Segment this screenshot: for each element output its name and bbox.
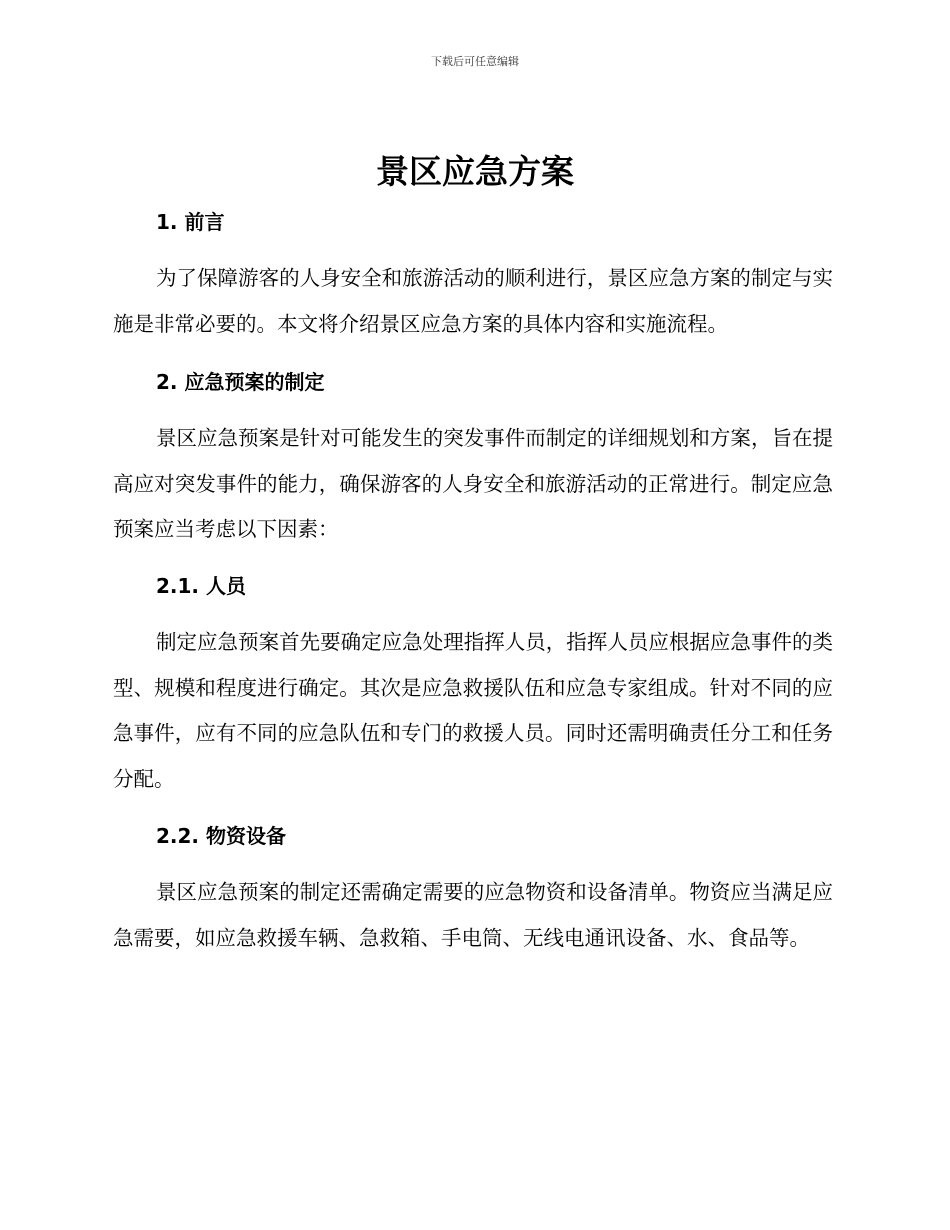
section-heading-preface: 1. 前言 bbox=[156, 210, 225, 234]
document-title: 景区应急方案 bbox=[376, 152, 574, 191]
section-heading-plan-formulation: 2. 应急预案的制定 bbox=[156, 370, 325, 394]
section-paragraph-materials-equipment: 景区应急预案的制定还需确定需要的应急物资和设备清单。物资应当满足应急需要，如应急救援车辆、急救箱、手电筒、无线电通讯设备、水、食品等。 bbox=[113, 880, 833, 950]
section-heading-materials-equipment: 2.2. 物资设备 bbox=[156, 824, 286, 848]
section-paragraph-plan-formulation: 景区应急预案是针对可能发生的突发事件而制定的详细规划和方案，旨在提高应对突发事件的能力，确保游客的人身安全和旅游活动的正常进行。制定应急预案应当考虑以下因素： bbox=[113, 426, 833, 542]
section-paragraph-preface: 为了保障游客的人身安全和旅游活动的顺利进行，景区应急方案的制定与实施是非常必要的。本文将介绍景区应急方案的具体内容和实施流程。 bbox=[113, 266, 833, 336]
section-heading-personnel: 2.1. 人员 bbox=[156, 574, 246, 598]
page-header-note: 下载后可任意编辑 bbox=[431, 55, 519, 68]
section-paragraph-personnel: 制定应急预案首先要确定应急处理指挥人员，指挥人员应根据应急事件的类型、规模和程度进行确定。其次是应急救援队伍和应急专家组成。针对不同的应急事件，应有不同的应急队伍和专门的救援人员。同时还需明确责任分工和任务分配。 bbox=[113, 630, 833, 791]
